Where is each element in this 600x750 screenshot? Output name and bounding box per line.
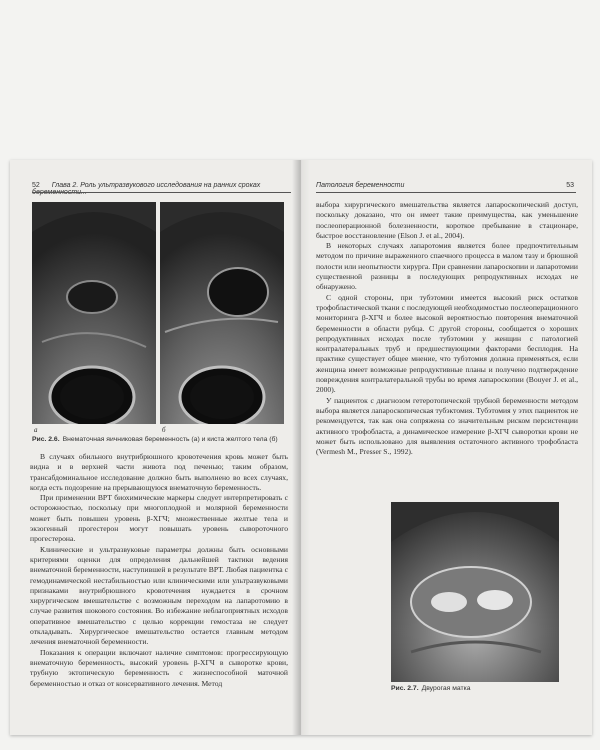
paragraph: У пациенток с диагнозом гетеротопической трубной беременности методом выбора является лапароскопическая тубэктомия. Тубэтомия у этих пациенток не рекомендуется, так как она сопряжена со значительным риском персистенции активного трофобласта, а динамическое измерение β-ХГЧ сыворотки крови не может быть использовано для выявления остаточного активного трофобласта (Vermesh M., Presser S., 1992). xyxy=(316,395,578,457)
caption-label: Рис. 2.7. xyxy=(391,685,419,692)
running-head-text-left: Глава 2. Роль ультразвукового исследования на ранних сроках беременности... xyxy=(32,182,261,196)
caption-text: Внематочная яичниковая беременность (а) и киста желтого тела (б) xyxy=(62,436,278,443)
left-page xyxy=(10,160,301,735)
caption-label: Рис. 2.6. xyxy=(32,436,60,443)
left-body-text xyxy=(30,452,288,689)
figure-caption-2-7 xyxy=(391,685,561,692)
paragraph: В некоторых случаях лапаротомия является более предпочтительным методом по причине выраженного спаечного процесса в малом тазу и брюшной полости или неопытности хирурга. При сравнении лапароскопии и лапаротомии существенной разницы в последующих репродуктивных исходах не обнаружено. xyxy=(316,241,578,292)
right-page xyxy=(301,160,592,735)
paragraph: выбора хирургического вмешательства является лапароскопический доступ, поскольку доказано, что он имеет такие преимущества, как уменьшение послеоперационной болезненности, короткое пребывание в стационаре, быстрое восстановление (Elson J. et al., 2004). xyxy=(316,200,578,240)
paragraph: Клинические и ультразвуковые параметры должны быть основными критериями оценки для определения дальнейшей тактики ведения внематочной беременности, наступившей в результате ВРТ. Любая пациентка с гемодинамической нестабильностью или клиническими или ультразвуковыми признаками внутрибрюшного кровотечения нуждается в срочном хирургическом вмешательстве с возможным переходом на лапаротомию в случае развития шокового состояния. Во избежание неблагоприятных исходов оперативное вмешательство с целью коррекции гемостаза не следует откладывать. Хирургическое вмешательство остается главным методом лечения внематочной беременности. xyxy=(30,544,288,647)
right-body-text xyxy=(316,200,578,457)
running-head-left xyxy=(32,182,293,196)
page-number-right: 53 xyxy=(566,182,574,189)
paragraph: С одной стороны, при тубэтомии имеется высокий риск остатков трофобластической ткани с последующей необходимостью послеоперационного мониторинга β-ХГЧ и более высокой вероятностью повторения внематочной беременности в области рубца. С другой стороны, сообщается о хороших репродуктивных исходах после тубэтомии у женщин с патологией контралатеральных труб и предшествующими факторами бесплодия. На практике существует общее мнение, что тубэтомия должна применяться, если женщина имеет возможные репродуктивные планы и получено подтверждение повреждения контралатеральной трубы во время лапароскопии (Bouyer J. et al., 2000). xyxy=(316,292,578,395)
ultrasound-image-bicornuate-uterus xyxy=(391,502,559,682)
paragraph: В случаях обильного внутрибрюшного кровотечения кровь может быть видна и в верхней части живота под печенью; таким образом, трансабдоминальное исследование должно быть выполнено во всех случаях, когда есть подозрение на прерывающуюся внематочную беременность. xyxy=(30,452,288,492)
paragraph: Показания к операции включают наличие симптомов: прогрессирующую внематочную беременность, высокий уровень β-ХГЧ в сыворотке крови, трубную эктопическую беременность с жизнеспособной маточной беременностью и отказ от консервативного лечения. Метод xyxy=(30,647,288,688)
caption-text: Двурогая матка xyxy=(421,685,471,692)
running-head-text-right: Патология беременности xyxy=(316,182,405,189)
figure-label-b: б xyxy=(162,426,166,434)
figure-2-6 xyxy=(32,202,288,434)
page-number-left: 52 xyxy=(32,182,40,189)
ultrasound-image-b xyxy=(160,202,284,424)
ultrasound-image-a xyxy=(32,202,156,424)
figure-caption-2-6 xyxy=(32,436,288,443)
paragraph: При применении ВРТ биохимические маркеры следует интерпретировать с осторожностью, поскольку при многоплодной и молярной беременности может быть повышен уровень β-ХГЧ; множественные желтые тела и экзогенный прогестерон могут повышать уровень сывороточного прогестерона. xyxy=(30,493,288,544)
running-head-right xyxy=(316,182,574,189)
figure-label-a: а xyxy=(34,426,38,434)
header-rule-left xyxy=(32,192,291,193)
book-spread xyxy=(10,160,592,735)
header-rule-right xyxy=(316,192,576,193)
